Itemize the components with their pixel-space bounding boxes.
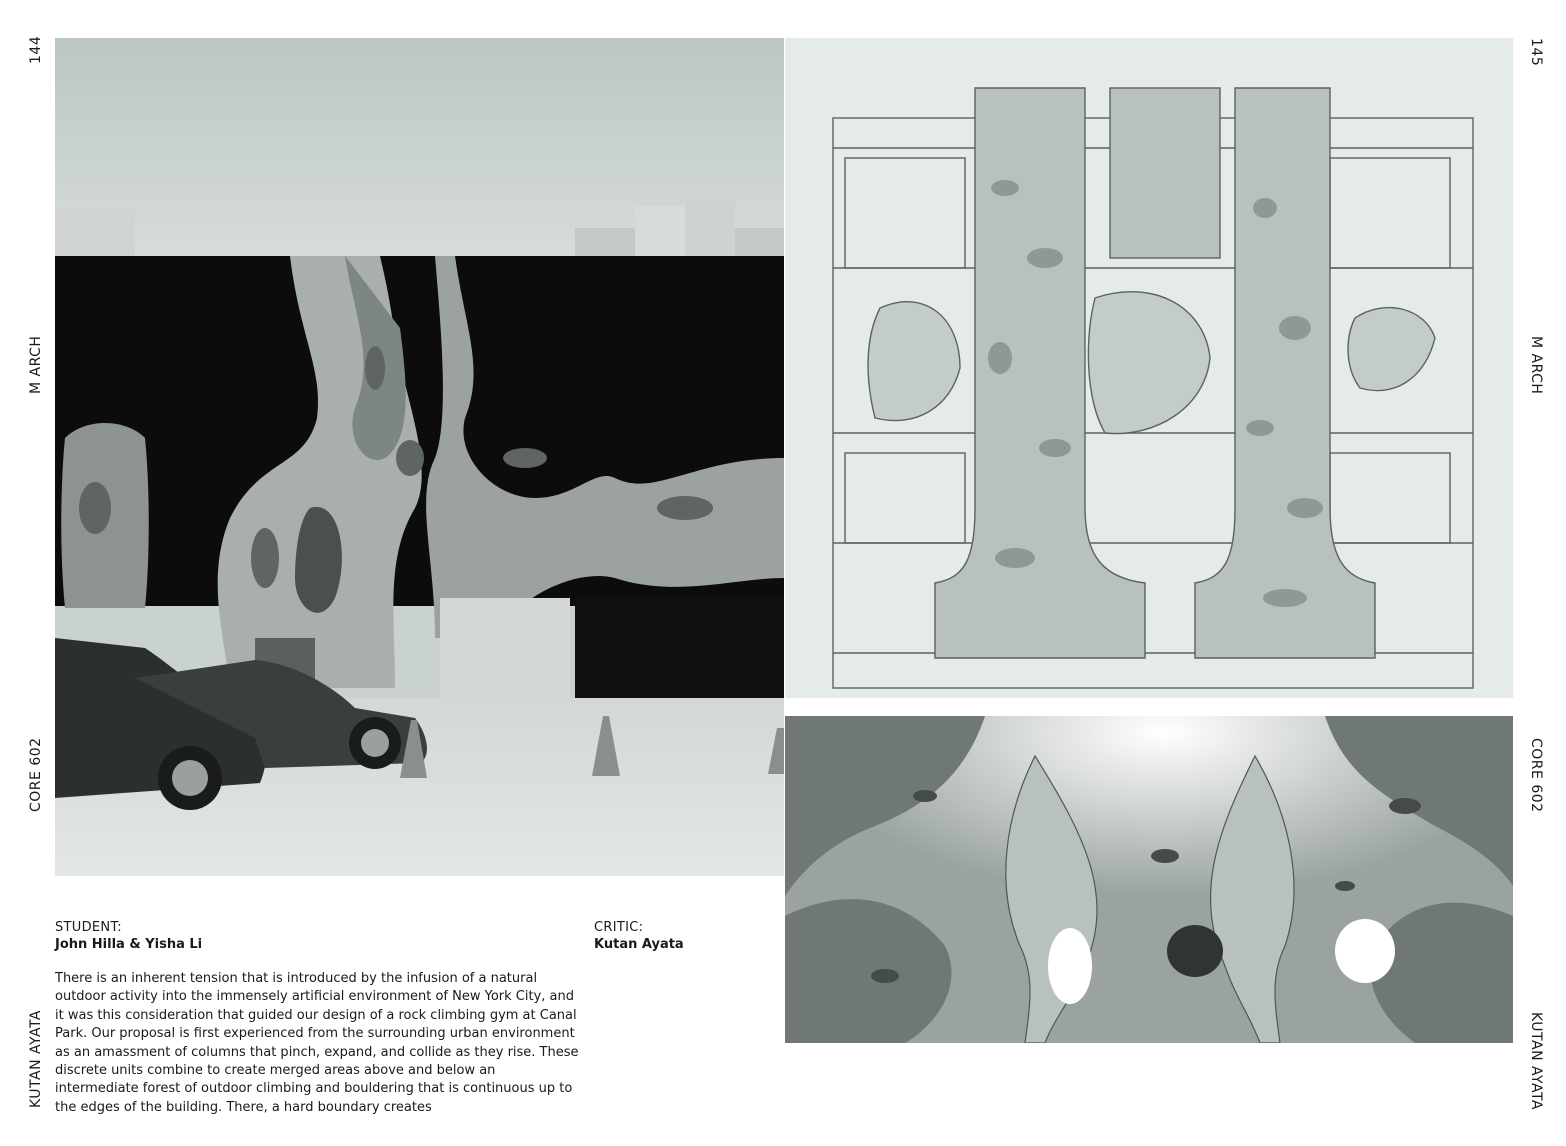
critic-name: Kutan Ayata xyxy=(594,937,684,952)
section-drawing-illustration xyxy=(785,38,1513,698)
student-name: John Hilla & Yisha Li xyxy=(55,937,203,952)
critic-label: CRITIC: xyxy=(594,920,644,935)
section-drawing xyxy=(785,38,1513,698)
project-description: There is an inherent tension that is introduced by the infusion of a natural outdoor activity into the immensely artificial environment of New York City, and it was this consideration that guided our design of a rock climbing gym at Canal Park. Our proposal is first experienced from the surrounding urban environment as an amassment of columns that pinch, expand, and collide as they rise. These discrete units combine to create merged areas above and below an intermediate forest of outdoor climbing and bouldering that is continuous up to the edges of the building. There, a hard boundary creates xyxy=(55,971,579,1115)
page-number-left: 144 xyxy=(28,35,44,64)
critic-label-right: KUTAN AYATA xyxy=(1528,1012,1544,1111)
program-label-right: M ARCH xyxy=(1528,336,1544,395)
course-label-right: CORE 602 xyxy=(1528,738,1544,813)
course-label-left: CORE 602 xyxy=(28,737,44,812)
facade-photo-illustration xyxy=(55,38,784,876)
interior-render xyxy=(785,716,1513,1043)
student-label: STUDENT: xyxy=(55,920,122,935)
student-credit xyxy=(55,919,202,953)
critic-label-left: KUTAN AYATA xyxy=(28,1009,44,1108)
critic-credit xyxy=(594,919,684,953)
page-number-right: 145 xyxy=(1528,38,1544,67)
program-label-left: M ARCH xyxy=(28,335,44,394)
interior-render-illustration xyxy=(785,716,1513,1043)
facade-photo xyxy=(55,38,784,876)
